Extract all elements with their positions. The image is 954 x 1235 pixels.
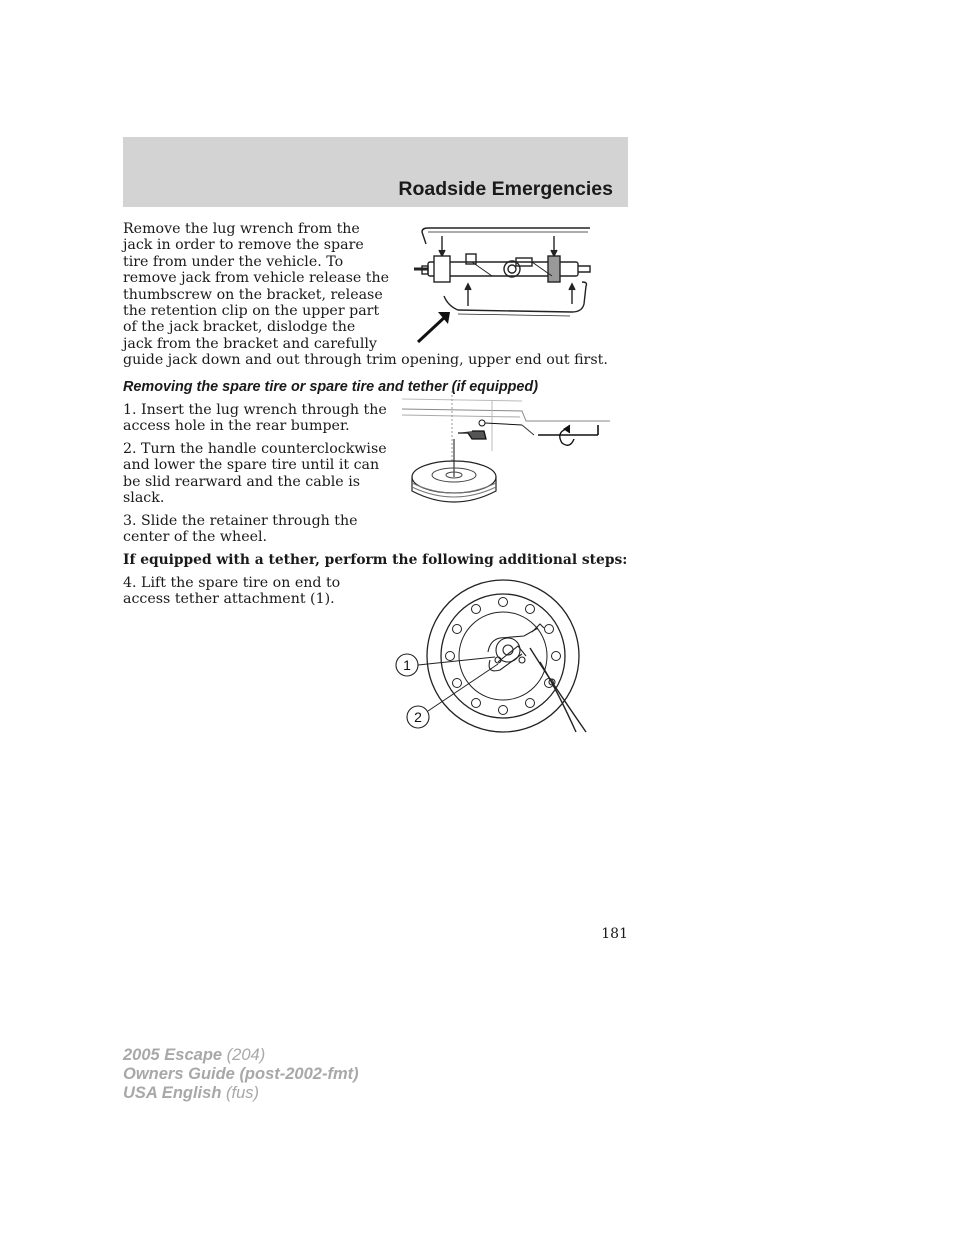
intro-line: remove jack from vehicle release the: [123, 270, 390, 287]
intro-line: jack in order to remove the spare: [123, 237, 364, 254]
section-subheading: Removing the spare tire or spare tire and tether (if equipped): [123, 379, 539, 395]
wheel-tether-diagram: [390, 578, 595, 736]
jack-diagram: [412, 224, 592, 346]
intro-line: jack from the bracket and carefully: [123, 335, 377, 352]
footer-model: 2005 Escape: [123, 1046, 223, 1064]
step-2: [123, 441, 387, 507]
footer-language: USA English: [123, 1084, 222, 1102]
intro-line: tire from under the vehicle. To: [123, 253, 344, 270]
step-line: slack.: [123, 490, 165, 507]
intro-line: Remove the lug wrench from the: [123, 221, 360, 237]
step-line: be slid rearward and the cable is: [123, 473, 361, 490]
step-4: [123, 575, 383, 608]
step-3: [123, 513, 383, 546]
step-1: [123, 402, 387, 435]
step-line: center of the wheel.: [123, 529, 268, 546]
callout-1-label: 1: [403, 657, 411, 673]
step-line: 1. Insert the lug wrench through the: [123, 402, 387, 418]
footer-model-code: (204): [222, 1046, 266, 1064]
intro-line: thumbscrew on the bracket, release: [123, 286, 383, 303]
footer-line-1: [123, 1046, 359, 1065]
footer-guide: Owners Guide (post-2002-fmt): [123, 1065, 359, 1083]
step-line: 3. Slide the retainer through the: [123, 513, 358, 529]
footer-line-2: [123, 1065, 359, 1084]
intro-line: guide jack down and out through trim opening, upper end out first.: [123, 352, 608, 369]
intro-line: of the jack bracket, dislodge the: [123, 319, 356, 336]
footer-language-code: (fus): [221, 1084, 259, 1102]
section-header-band: [123, 137, 628, 207]
footer-line-3: [123, 1084, 359, 1103]
step-line: 2. Turn the handle counterclockwise: [123, 441, 387, 457]
step-line: access tether attachment (1).: [123, 591, 335, 608]
callout-2-label: 2: [414, 709, 422, 725]
section-title: Roadside Emergencies: [398, 178, 613, 200]
spare-tire-lowering-diagram: [402, 381, 610, 503]
page-number: 181: [601, 926, 628, 942]
step-line: access hole in the rear bumper.: [123, 418, 350, 435]
step-line: 4. Lift the spare tire on end to: [123, 575, 341, 591]
intro-line: the retention clip on the upper part: [123, 303, 380, 320]
tether-heading: If equipped with a tether, perform the following additional steps:: [123, 552, 628, 568]
document-footer: [123, 1046, 359, 1103]
step-line: and lower the spare tire until it can: [123, 457, 380, 474]
